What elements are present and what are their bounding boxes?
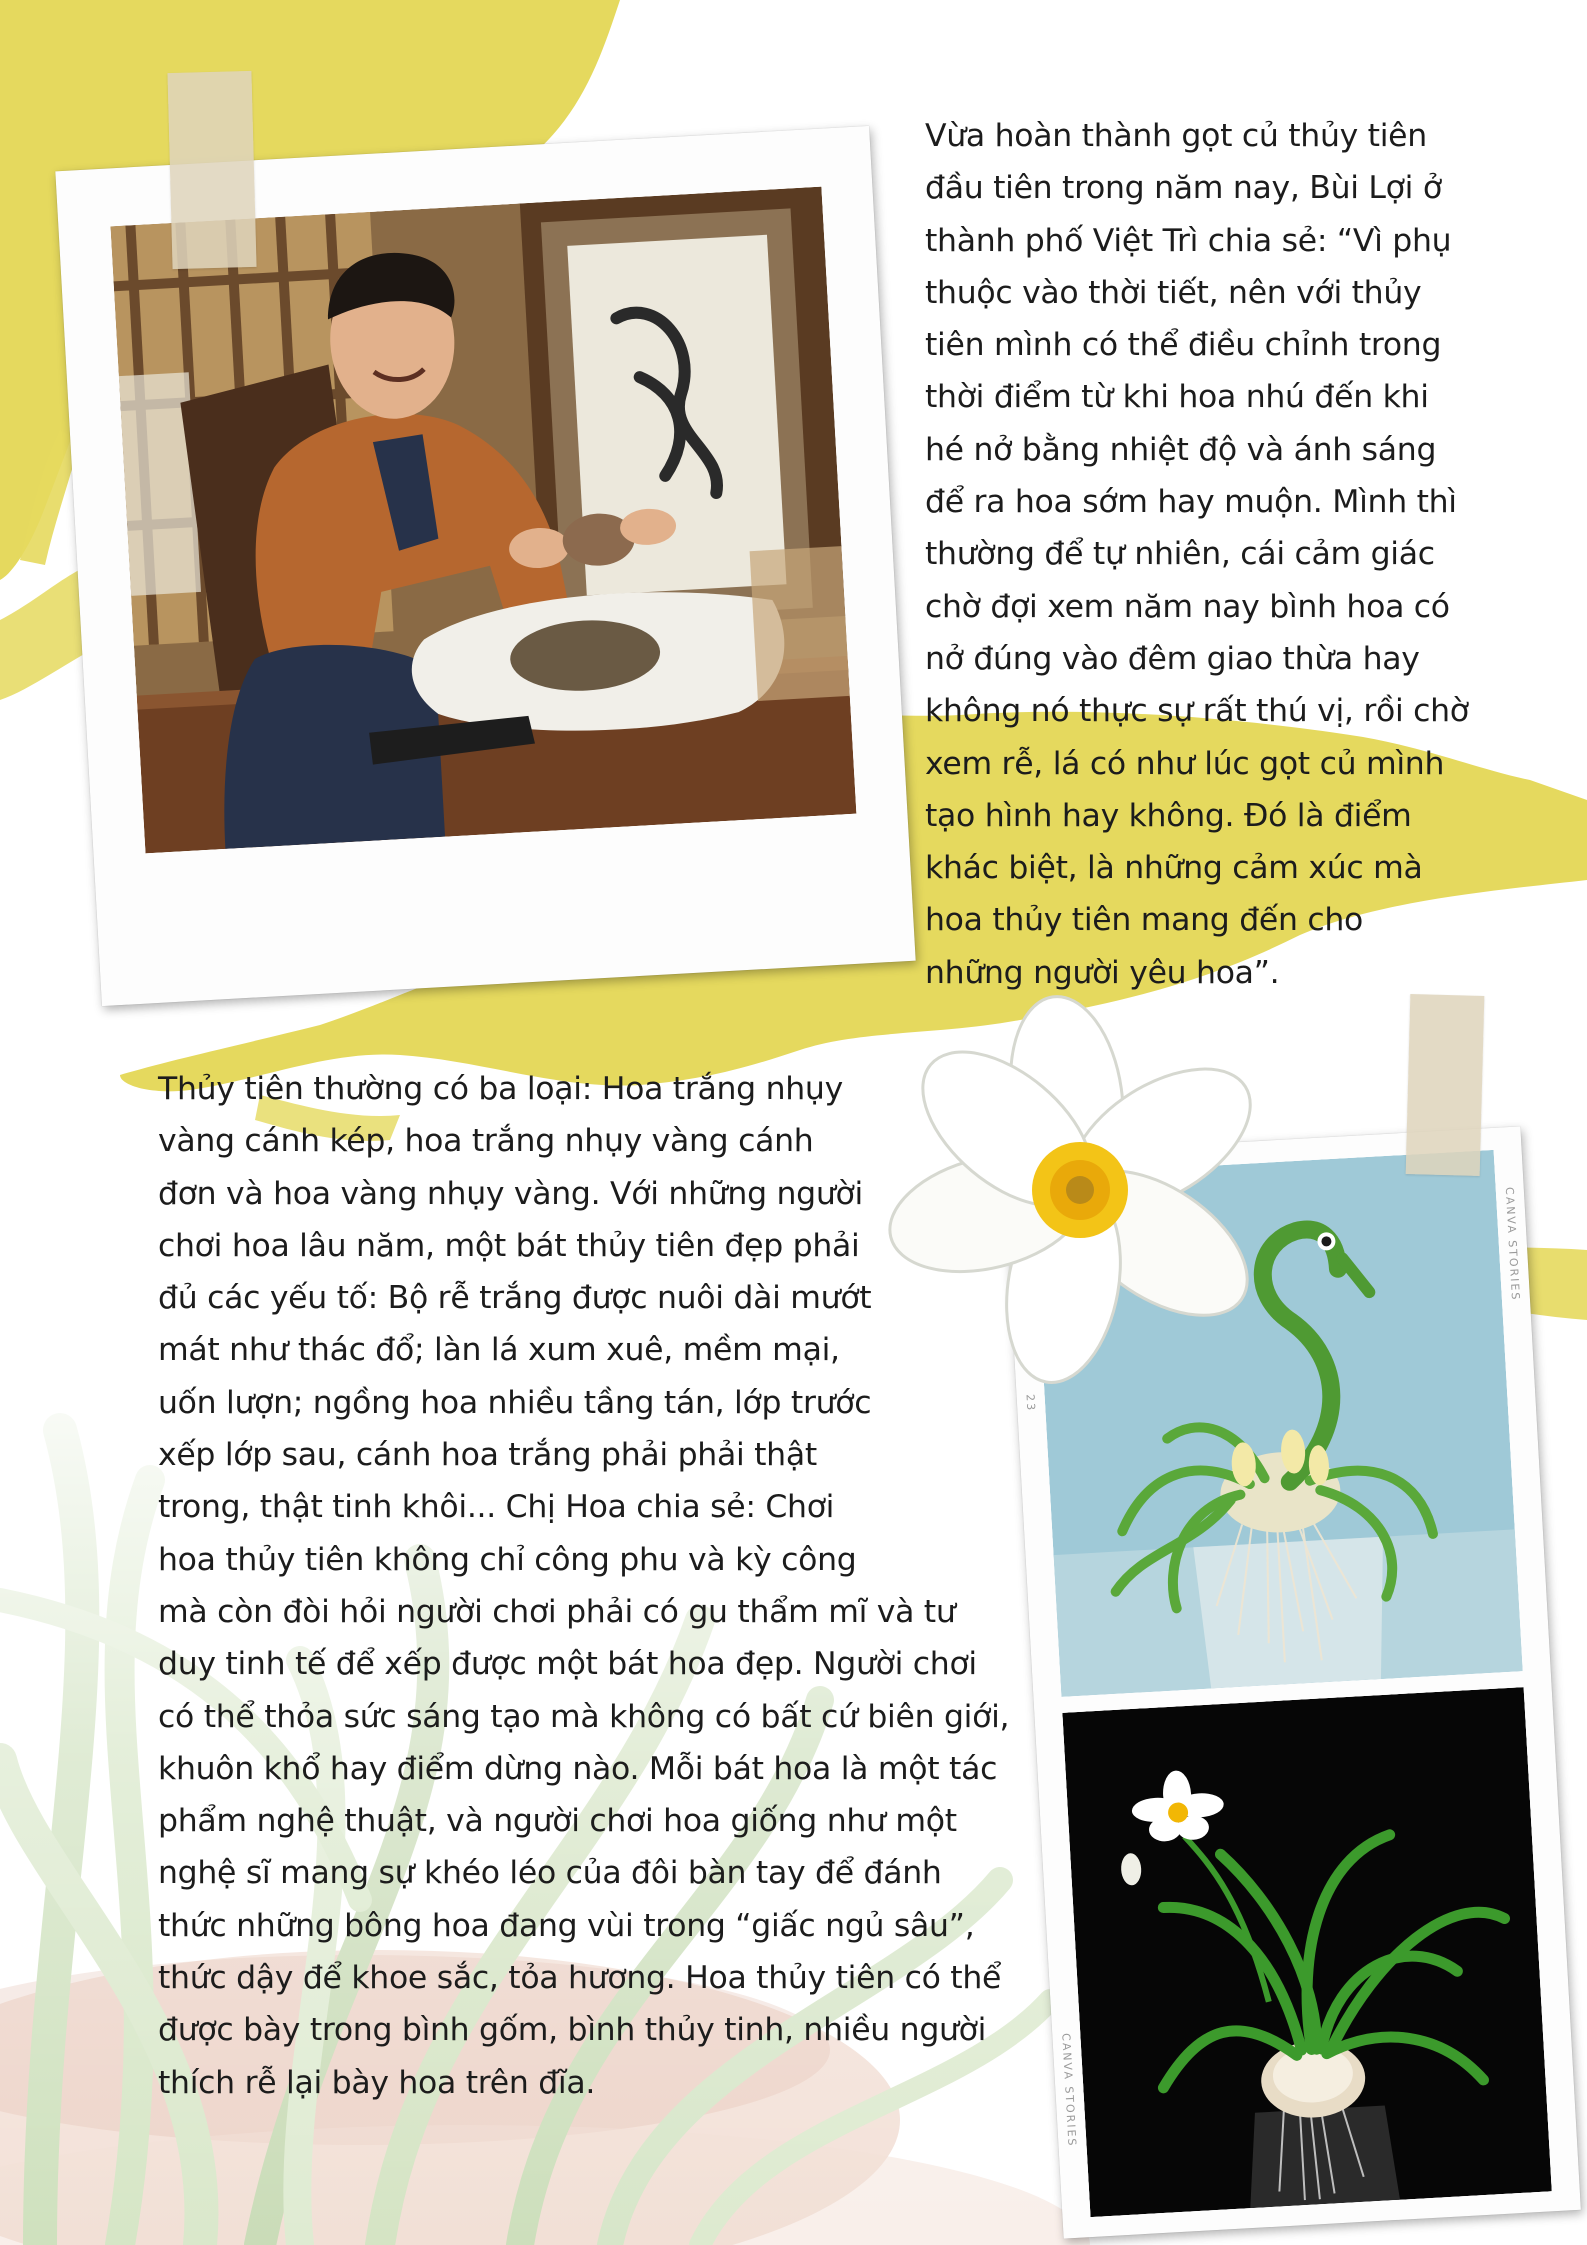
text-line: nghệ sĩ mang sự khéo léo của đôi bàn tay để đánh	[158, 1855, 942, 1892]
text-line: không nó thực sự rất thú vị, rồi chờ	[925, 693, 1469, 730]
text-line: thành phố Việt Trì chia sẻ: “Vì phụ	[925, 222, 1452, 259]
text-line: thức dậy để khoe sắc, tỏa hương. Hoa thủy tiên có thể	[158, 1960, 1002, 1997]
text-line: thuộc vào thời tiết, nên với thủy	[925, 274, 1422, 311]
text-line: đơn và hoa vàng nhụy vàng. Với những người	[158, 1175, 863, 1212]
text-line: uốn lượn; ngồng hoa nhiều tầng tán, lớp trước	[158, 1384, 872, 1421]
text-line: thời điểm từ khi hoa nhú đến khi	[925, 379, 1429, 416]
text-line: có thể thỏa sức sáng tạo mà không có bất cứ biên giới,	[158, 1698, 1010, 1735]
text-line: hoa thủy tiên không chỉ công phu và kỳ công	[158, 1541, 857, 1578]
text-line: những người yêu hoa”.	[925, 954, 1280, 991]
film-brand-mark: CANVA STORIES	[1502, 1186, 1523, 1302]
text-line: xếp lớp sau, cánh hoa trắng phải phải thật	[158, 1437, 817, 1474]
text-line: mát như thác đổ; làn lá xum xuê, mềm mại,	[158, 1332, 840, 1369]
text-line: đủ các yếu tố: Bộ rễ trắng được nuôi dài mướt	[158, 1280, 872, 1317]
text-line: Thủy tiên thường có ba loại: Hoa trắng nhụy	[158, 1071, 843, 1107]
text-line: nở đúng vào đêm giao thừa hay	[925, 640, 1420, 677]
text-line: thức những bông hoa đang vùi trong “giấc ngủ sâu”,	[158, 1907, 975, 1944]
text-line: vàng cánh kép, hoa trắng nhụy vàng cánh	[158, 1123, 814, 1160]
text-line: tạo hình hay không. Đó là điểm	[925, 797, 1412, 834]
text-line: xem rễ, lá có như lúc gọt củ mình	[925, 745, 1445, 782]
text-line: hé nở bằng nhiệt độ và ánh sáng	[925, 431, 1437, 468]
text-line: duy tinh tế để xếp được một bát hoa đẹp. Người chơi	[158, 1646, 977, 1683]
text-line: để ra hoa sớm hay muộn. Mình thì	[925, 484, 1457, 521]
film-brand-mark: CANVA STORIES	[1059, 2032, 1079, 2148]
film-frame-number: 23	[1023, 1393, 1038, 1413]
text-line: đầu tiên trong năm nay, Bùi Lợi ở	[925, 170, 1442, 207]
text-line: chờ đợi xem năm nay bình hoa có	[925, 588, 1450, 625]
text-line: thường để tự nhiên, cái cảm giác	[925, 536, 1435, 573]
masking-tape	[1406, 994, 1485, 1176]
text-line: khác biệt, là những cảm xúc mà	[925, 850, 1423, 887]
text-line: chơi hoa lâu năm, một bát thủy tiên đẹp phải	[158, 1227, 860, 1264]
text-line: phẩm nghệ thuật, và người chơi hoa giống như một	[158, 1803, 957, 1840]
text-line: mà còn đòi hỏi người chơi phải có gu thẩm mĩ và tư	[158, 1593, 956, 1630]
text-line: thích rễ lại bày hoa trên đĩa.	[158, 2064, 596, 2101]
text-line: khuôn khổ hay điểm dừng nào. Mỗi bát hoa là một tác	[158, 1750, 998, 1787]
text-line: được bày trong bình gốm, bình thủy tinh, nhiều người	[158, 2012, 987, 2049]
text-line: hoa thủy tiên mang đến cho	[925, 902, 1364, 939]
text-line: tiên mình có thể điều chỉnh trong	[925, 327, 1442, 364]
text-line: Vừa hoàn thành gọt củ thủy tiên	[925, 118, 1427, 154]
text-line: trong, thật tinh khôi... Chị Hoa chia sẻ: Chơi	[158, 1489, 835, 1526]
